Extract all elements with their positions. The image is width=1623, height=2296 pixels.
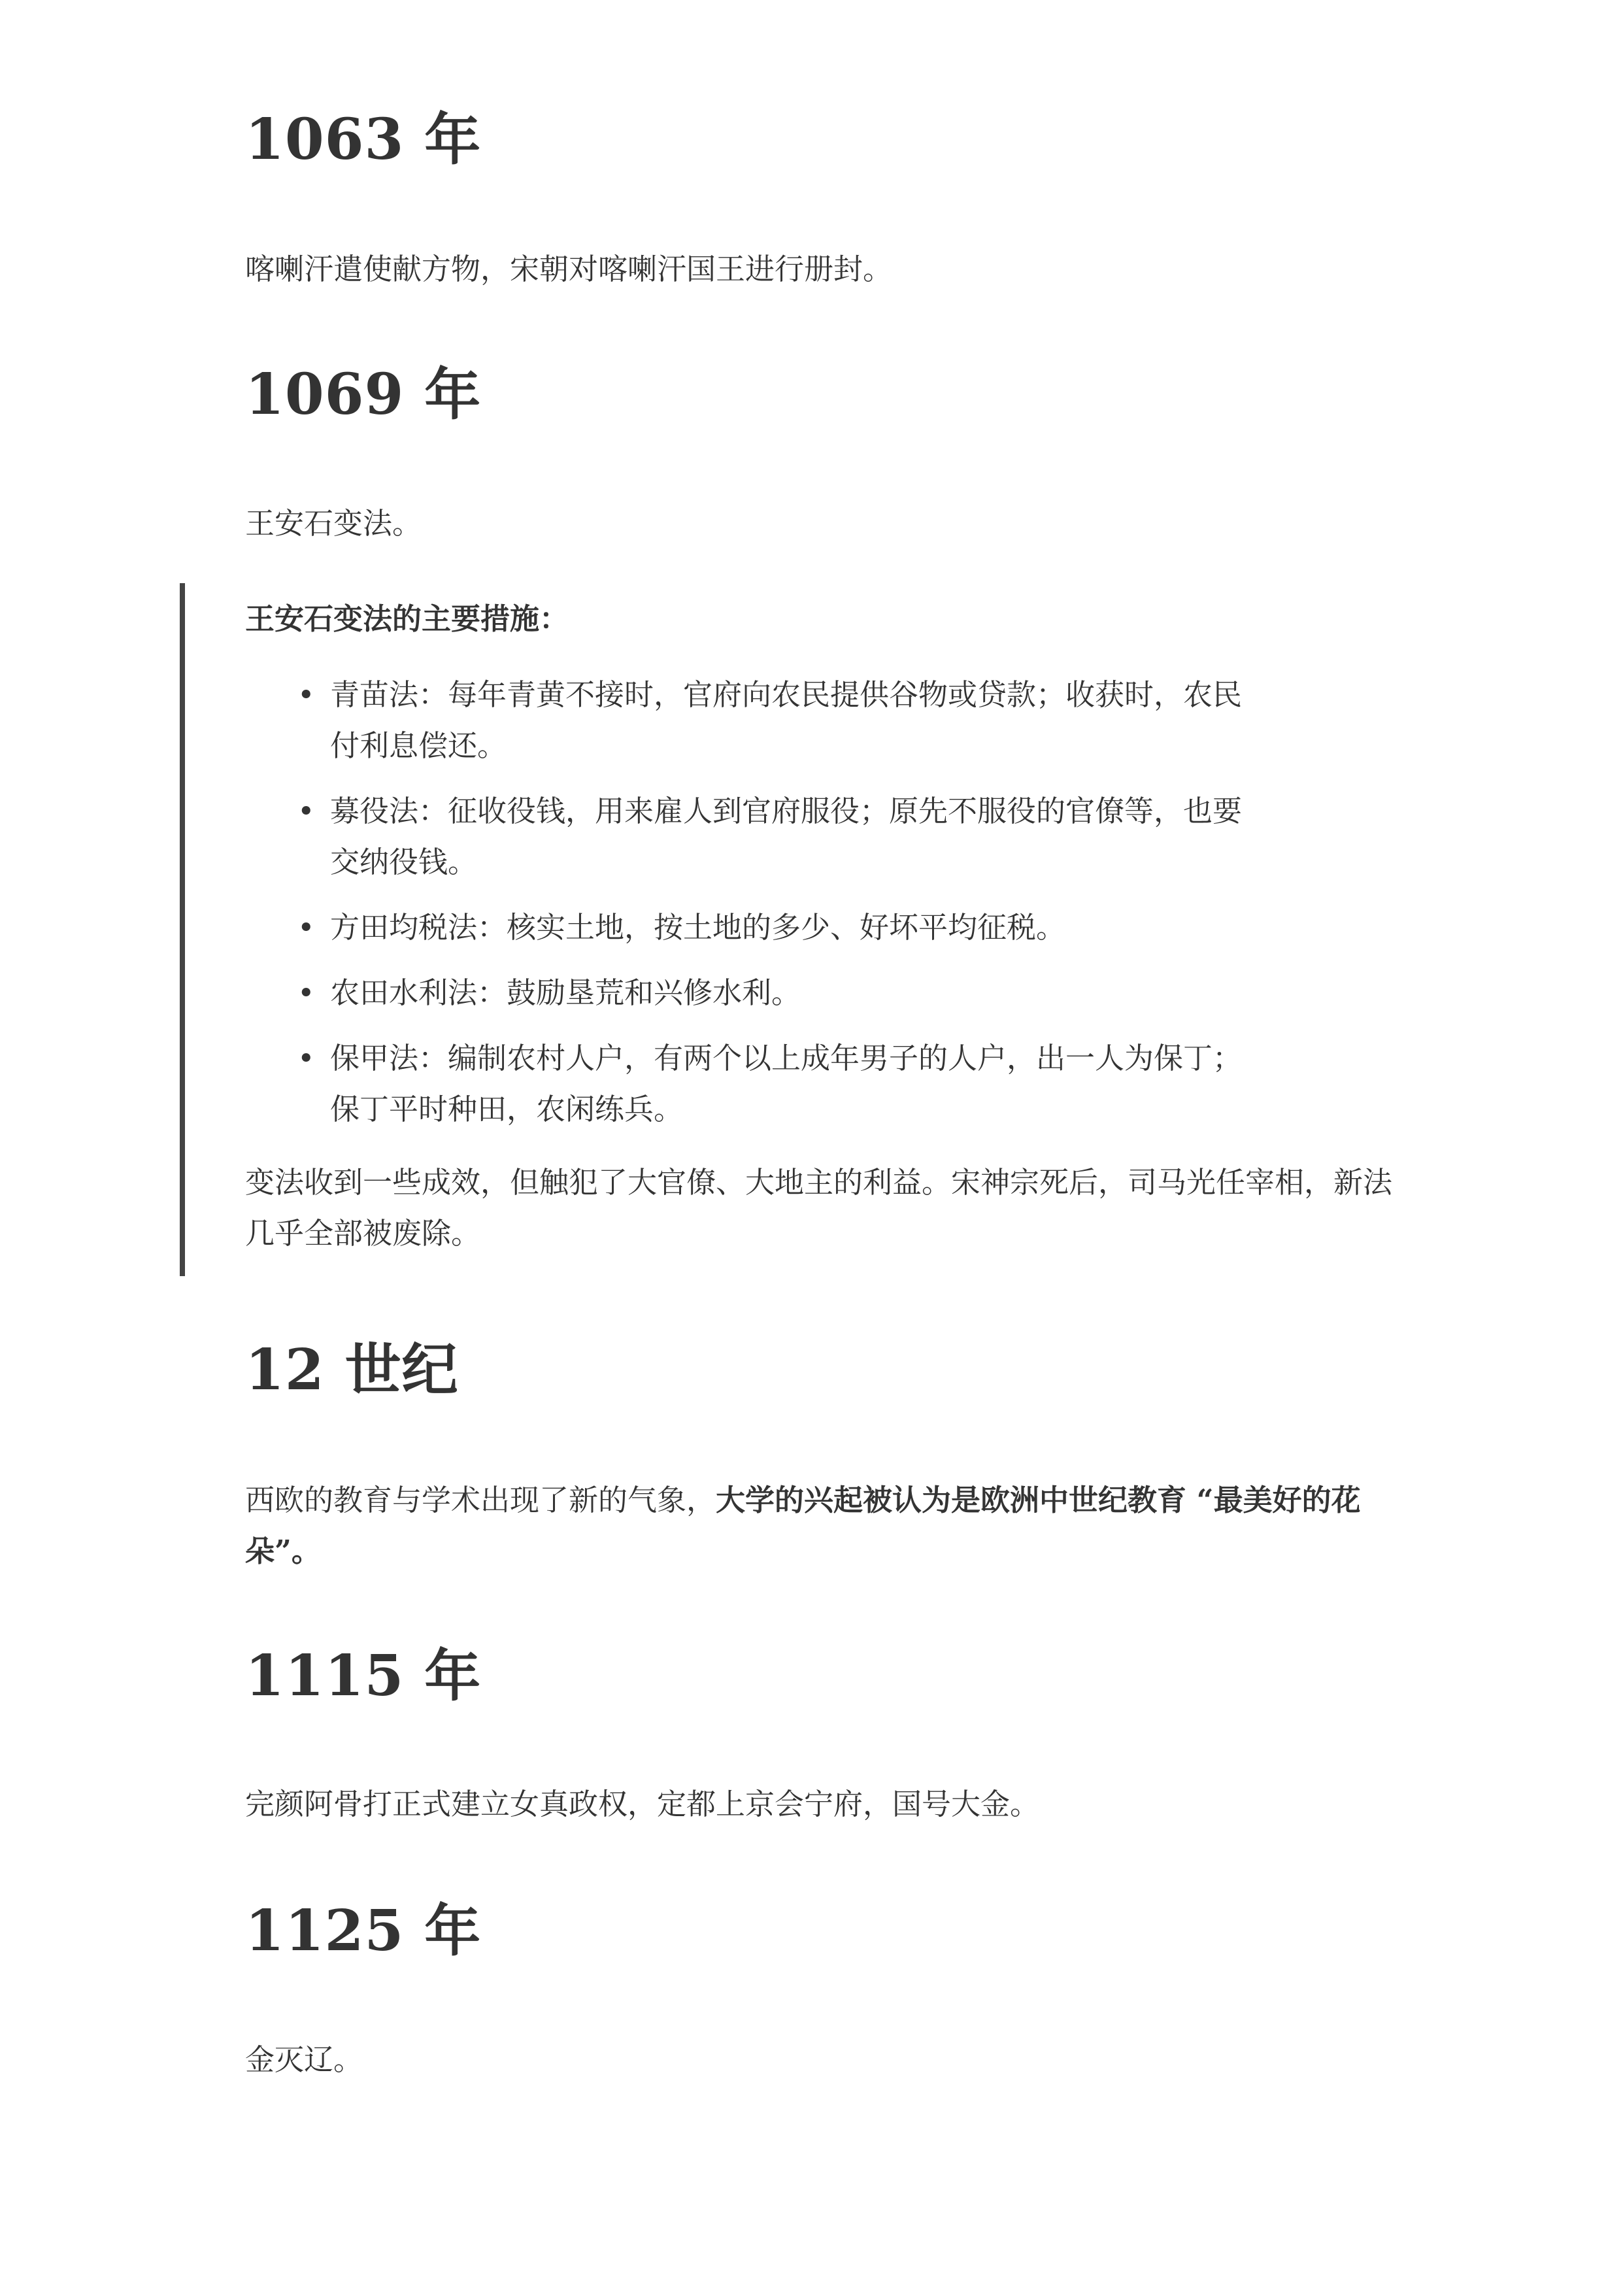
list-item [297,1033,1265,1135]
blockquote-bar [180,583,185,1276]
bullet-icon: • [297,975,315,1010]
heading-1115: 1115 年 [245,1643,482,1709]
paragraph-plain-text: 西欧的教育与学术出现了新的气象， [245,1483,716,1517]
heading-1069: 1069 年 [245,362,482,428]
list-item [297,786,1265,888]
paragraph-1069: 王安石变法。 [245,506,422,541]
heading-12th-century: 12 世纪 [245,1337,459,1403]
paragraph-1115: 完颜阿骨打正式建立女真政权，定都上京会宁府，国号大金。 [245,1787,1040,1821]
blockquote-title: 王安石变法的主要措施： [245,601,569,636]
bullet-icon: • [297,677,315,712]
paragraph-bold-text: 大学的兴起被认为是欧洲中世纪教育 “最美好的花朵”。 [245,1483,1361,1568]
blockquote-outcome: 变法收到一些成效，但触犯了大官僚、大地主的利益。宋神宗死后，司马光任宰相，新法几乎全部被废除。 [245,1165,1393,1251]
list-item [297,902,1265,953]
bullet-icon: • [297,794,315,828]
paragraph-1125: 金灭辽。 [245,2042,363,2077]
list-item-text: 募役法：征收役钱，用来雇人到官府服役；原先不服役的官僚等，也要交纳役钱。 [330,794,1243,879]
paragraph-1063: 喀喇汗遣使献方物，宋朝对喀喇汗国王进行册封。 [245,252,893,286]
list-item [297,968,1265,1019]
blockquote-reform-measures [180,583,1396,1276]
list-item-text: 青苗法：每年青黄不接时，官府向农民提供谷物或贷款；收获时，农民付利息偿还。 [330,677,1243,763]
measures-list [297,669,1265,1149]
bullet-icon: • [297,910,315,945]
list-item-text: 保甲法：编制农村人户，有两个以上成年男子的人户，出一人为保丁；保丁平时种田，农闲练兵。 [330,1041,1243,1126]
paragraph-12th-century [245,1475,1396,1577]
list-item-text: 农田水利法：鼓励垦荒和兴修水利。 [330,975,801,1010]
heading-1063: 1063 年 [245,107,482,173]
list-item-text: 方田均税法：核实土地，按土地的多少、好坏平均征税。 [330,910,1066,945]
list-item [297,669,1265,771]
bullet-icon: • [297,1041,315,1075]
heading-1125: 1125 年 [245,1898,482,1964]
